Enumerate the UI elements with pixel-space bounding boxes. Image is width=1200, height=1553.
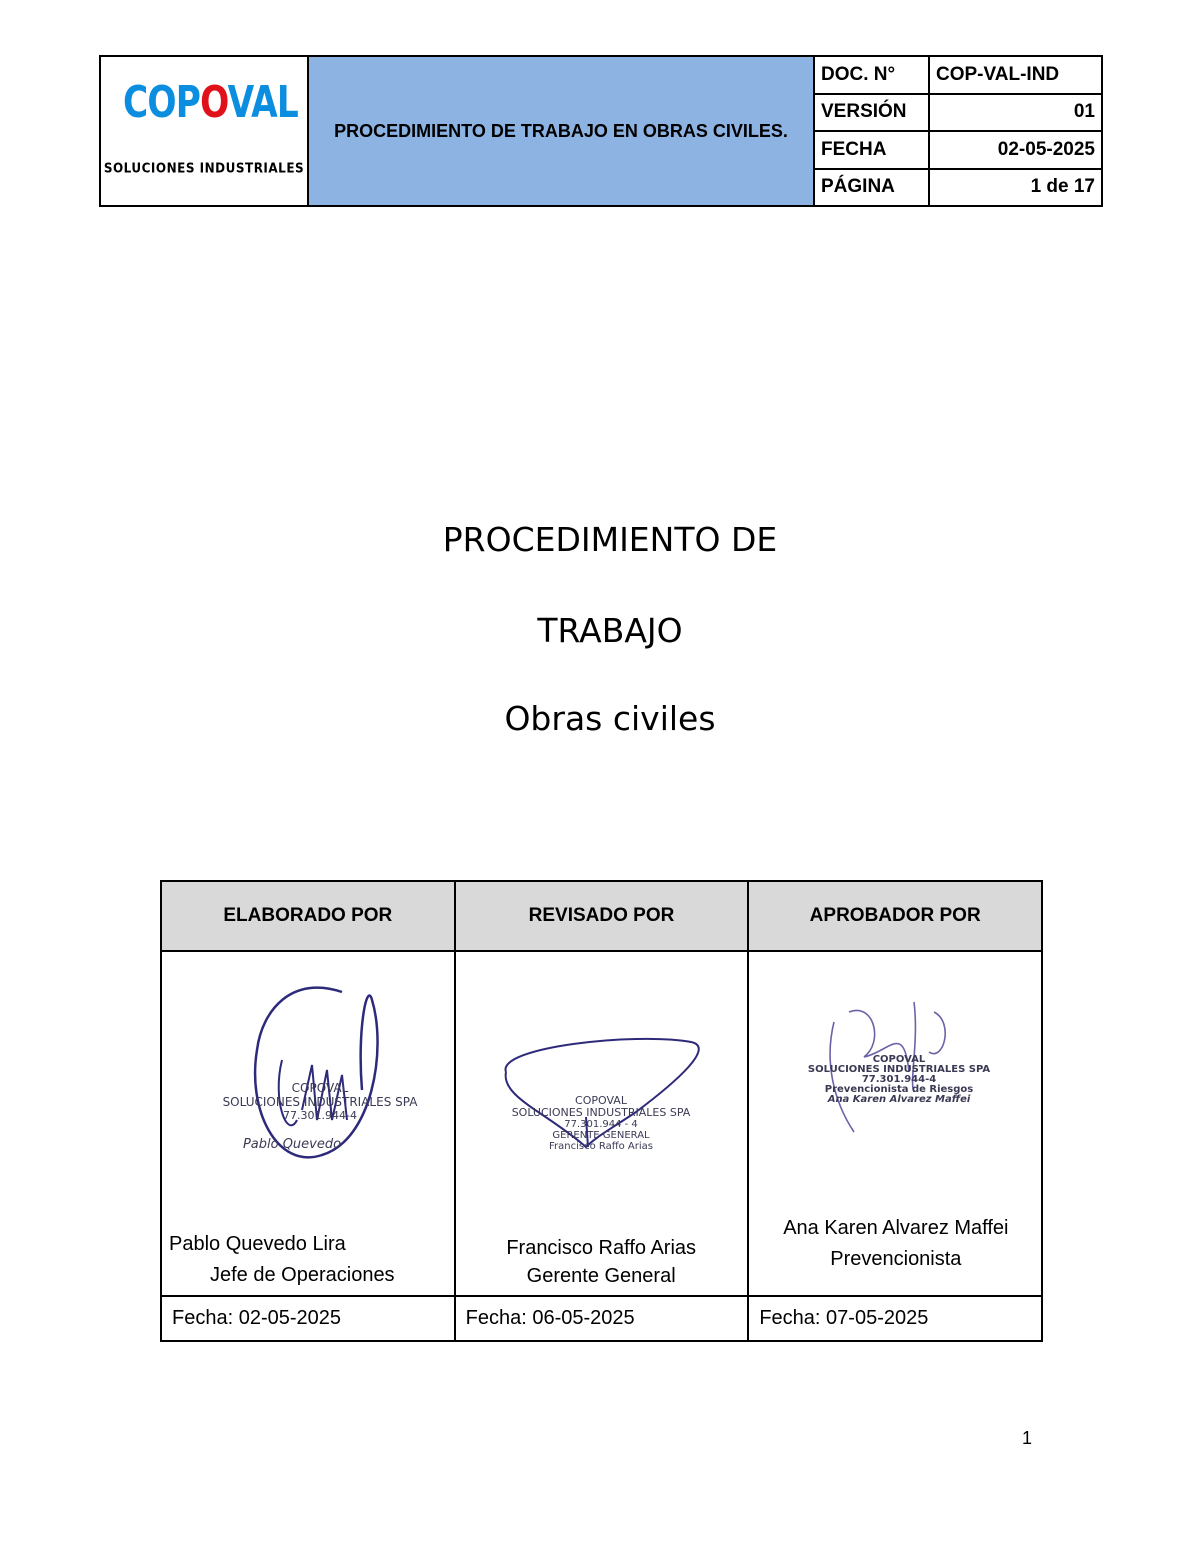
svg-text:SOLUCIONES INDUSTRIALES SPA: SOLUCIONES INDUSTRIALES SPA xyxy=(511,1106,690,1119)
meta-value: 01 xyxy=(1073,101,1095,123)
logo-letter: O xyxy=(147,77,176,128)
svg-text:Pablo Quevedo: Pablo Quevedo xyxy=(242,1137,342,1152)
svg-text:COPOVAL: COPOVAL xyxy=(291,1081,349,1095)
logo-wordmark xyxy=(123,77,298,128)
signer-name: Pablo Quevedo Lira xyxy=(169,1233,346,1255)
logo-letter: P xyxy=(175,77,201,128)
svg-text:77.301.944-4: 77.301.944-4 xyxy=(862,1074,937,1085)
document-title: PROCEDIMIENTO DE TRABAJO EN OBRAS CIVILES. xyxy=(334,120,788,141)
meta-value: COP-VAL-IND xyxy=(936,63,1060,85)
logo-subtitle: SOLUCIONES INDUSTRIALES xyxy=(103,160,305,176)
svg-text:SOLUCIONES INDUSTRIALES SPA: SOLUCIONES INDUSTRIALES SPA xyxy=(808,1064,991,1075)
date-elaborado: Fecha: 02-05-2025 xyxy=(162,1297,456,1340)
svg-text:SOLUCIONES INDUSTRIALES SPA: SOLUCIONES INDUSTRIALES SPA xyxy=(222,1095,418,1109)
meta-label: FECHA xyxy=(815,132,930,168)
signature-cell-aprobado xyxy=(749,952,1041,1295)
svg-text:77.301.944 - 4: 77.301.944 - 4 xyxy=(563,1119,638,1130)
company-logo xyxy=(101,57,309,205)
svg-text:COPOVAL: COPOVAL xyxy=(873,1054,926,1065)
signer-name: Francisco Raffo Arias xyxy=(506,1237,697,1259)
meta-label: DOC. N° xyxy=(815,57,930,93)
svg-text:COPOVAL: COPOVAL xyxy=(574,1094,627,1107)
svg-text:GERENTE GENERAL: GERENTE GENERAL xyxy=(552,1130,650,1141)
logo-letter: A xyxy=(251,77,277,128)
logo-letter: O xyxy=(200,77,228,128)
date-revisado: Fecha: 06-05-2025 xyxy=(456,1297,750,1340)
meta-label: VERSIÓN xyxy=(815,95,930,131)
meta-row-page xyxy=(815,170,1101,206)
signature-stamp-pablo xyxy=(202,970,422,1170)
document-meta xyxy=(815,57,1101,205)
signature-cell-revisado xyxy=(456,952,750,1295)
meta-value: 02-05-2025 xyxy=(997,138,1095,160)
approval-table-dates xyxy=(162,1297,1041,1340)
header-revisado: REVISADO POR xyxy=(456,882,750,950)
svg-text:Ana Karen Alvarez Maffei: Ana Karen Alvarez Maffei xyxy=(828,1094,971,1105)
svg-text:Francisco Raffo Arias: Francisco Raffo Arias xyxy=(548,1141,653,1152)
signature-cell-elaborado xyxy=(162,952,456,1295)
document-header xyxy=(99,55,1103,207)
logo-text xyxy=(123,77,298,128)
header-elaborado: ELABORADO POR xyxy=(162,882,456,950)
logo-letter: L xyxy=(276,77,299,128)
signature-stamp-francisco xyxy=(486,1022,726,1162)
main-title-line-1: PROCEDIMIENTO DE xyxy=(442,520,778,559)
main-title-line-2: TRABAJO xyxy=(537,611,683,650)
logo-letter: V xyxy=(227,77,252,128)
main-title-line-3: Obras civiles xyxy=(504,699,716,738)
svg-text:77.301.944-4: 77.301.944-4 xyxy=(283,1109,357,1122)
logo-letter: C xyxy=(123,77,148,128)
svg-text:Prevencionista de Riesgos: Prevencionista de Riesgos xyxy=(825,1084,974,1095)
approval-table xyxy=(160,880,1043,1342)
signer-role: Jefe de Operaciones xyxy=(210,1264,395,1286)
date-aprobado: Fecha: 07-05-2025 xyxy=(759,1307,929,1329)
signer-role: Gerente General xyxy=(526,1265,676,1287)
header-aprobado: APROBADOR POR xyxy=(809,905,981,926)
signer-role: Prevencionista xyxy=(830,1248,962,1270)
meta-row-date xyxy=(815,132,1101,170)
meta-label: PÁGINA xyxy=(815,170,930,206)
meta-row-version xyxy=(815,95,1101,133)
page-number: 1 xyxy=(1022,1428,1033,1448)
meta-row-doc-number xyxy=(815,57,1101,95)
meta-value: 1 de 17 xyxy=(1030,176,1095,198)
document-title-cell xyxy=(309,57,815,205)
approval-table-signatures xyxy=(162,952,1041,1297)
approval-table-header xyxy=(162,882,1041,952)
signature-stamp-ana xyxy=(794,982,1004,1142)
signer-name: Ana Karen Alvarez Maffei xyxy=(783,1217,1009,1239)
